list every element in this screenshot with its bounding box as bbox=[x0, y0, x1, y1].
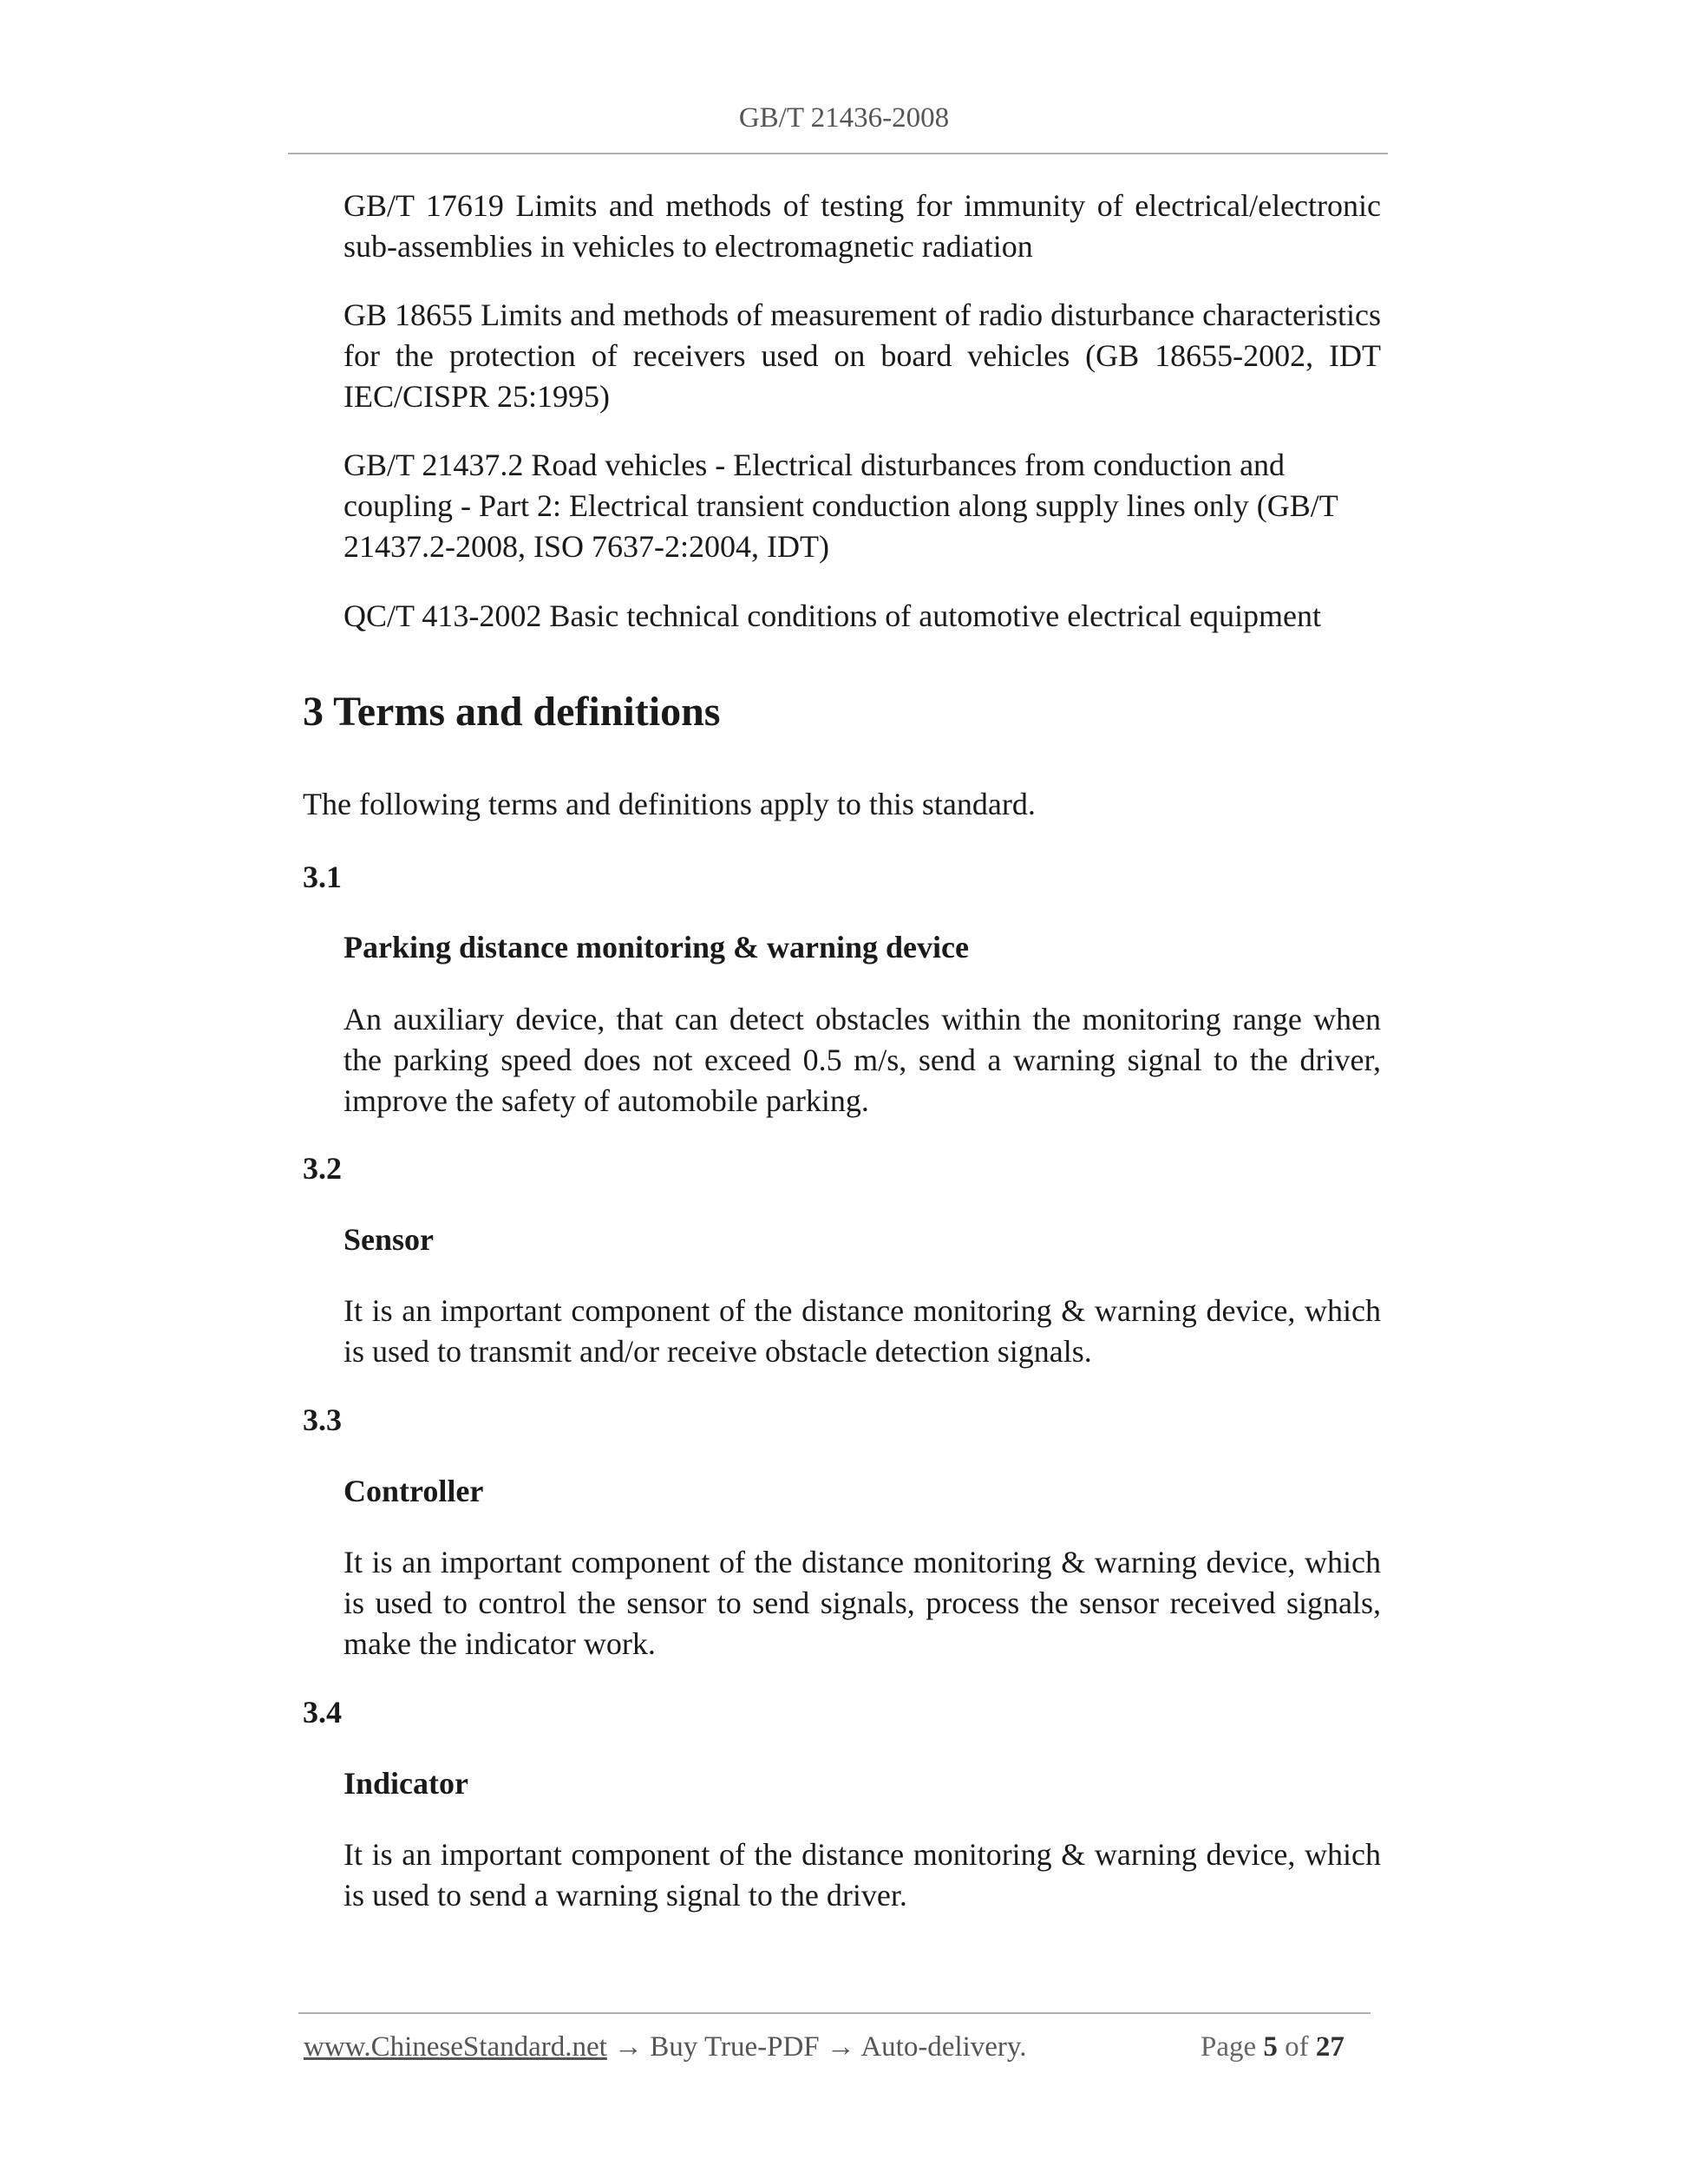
term-title: Controller bbox=[343, 1474, 484, 1508]
clause-number: 3.2 bbox=[303, 1151, 342, 1186]
term-definition: It is an important component of the distance monitoring & warning device, which is used to send a warning signal to the driver. bbox=[343, 1837, 1381, 1913]
header-divider bbox=[288, 153, 1388, 154]
section-heading: 3 Terms and definitions bbox=[303, 689, 721, 735]
footer-left bbox=[304, 2026, 1027, 2068]
term-definition: It is an important component of the distance monitoring & warning device, which is used to transmit and/or receive obstacle detection signals. bbox=[343, 1293, 1381, 1369]
term-definition: An auxiliary device, that can detect obstacles within the monitoring range when the parking speed does not exceed 0.5 m/s, send a warning signal to the driver, improve the safety of automobile parking. bbox=[343, 1002, 1381, 1118]
term-title: Parking distance monitoring & warning device bbox=[343, 930, 969, 964]
reference-gb-18655: GB 18655 Limits and methods of measurement of radio disturbance characteristics for the protection of receivers used on board vehicles (GB 18655-2002, IDT IEC/CISPR 25:1995) bbox=[343, 298, 1381, 414]
page-header-title: GB/T 21436-2008 bbox=[738, 102, 950, 134]
arrow-right-icon: → bbox=[614, 2031, 644, 2063]
reference-gbt-21437-2: GB/T 21437.2 Road vehicles - Electrical disturbances from conduction and coupling - Part 2: Electrical transient conduction along supply lines only (GB/T 21437.2-2008, ISO 7637-2:2004, IDT) bbox=[343, 448, 1338, 564]
reference-gbt-17619: GB/T 17619 Limits and methods of testing for immunity of electrical/electronic sub-assemblies in vehicles to electromagnetic radiation bbox=[343, 188, 1381, 264]
term-title: Sensor bbox=[343, 1222, 435, 1257]
clause-number: 3.1 bbox=[303, 860, 342, 894]
arrow-right-icon: → bbox=[826, 2031, 855, 2063]
section-intro: The following terms and definitions apply to this standard. bbox=[303, 787, 1036, 821]
page-indicator bbox=[1201, 2026, 1345, 2068]
reference-qct-413: QC/T 413-2002 Basic technical conditions of automotive electrical equipment bbox=[343, 598, 1322, 633]
buy-text: Buy True-PDF bbox=[650, 2031, 820, 2063]
term-definition: It is an important component of the distance monitoring & warning device, which is used to control the sensor to send signals, process the sensor received signals, make the indicator work. bbox=[343, 1545, 1381, 1661]
term-title: Indicator bbox=[343, 1766, 468, 1801]
page-label: Page bbox=[1201, 2031, 1257, 2063]
delivery-text: Auto-delivery. bbox=[860, 2031, 1027, 2063]
page-total: 27 bbox=[1315, 2031, 1345, 2063]
page-of: of bbox=[1285, 2031, 1309, 2063]
page-current: 5 bbox=[1263, 2031, 1278, 2063]
footer-divider bbox=[298, 2012, 1371, 2014]
clause-number: 3.4 bbox=[303, 1695, 342, 1730]
clause-number: 3.3 bbox=[303, 1403, 342, 1437]
chinese-standard-link[interactable]: www.ChineseStandard.net bbox=[304, 2031, 607, 2063]
